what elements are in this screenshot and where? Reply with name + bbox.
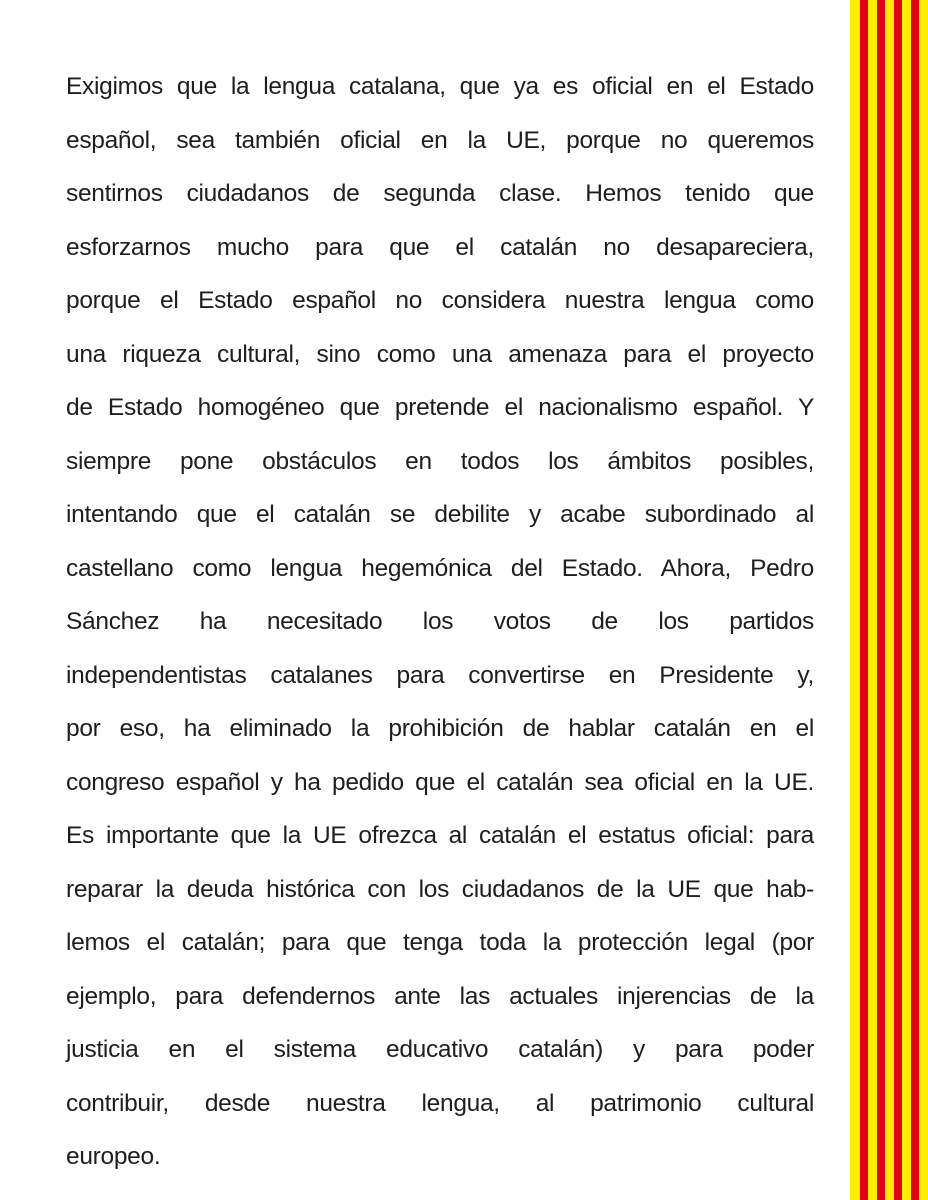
text-line: ejemplo, para defendernos ante las actuales injerencias de la bbox=[66, 982, 814, 1010]
flag-stripe-yellow bbox=[885, 0, 894, 1200]
text-line: de Estado homogéneo que pretende el nacionalismo español. Y bbox=[66, 394, 814, 421]
flag-stripe-red bbox=[894, 0, 902, 1200]
text-line: lemos el catalán; para que tenga toda la protección legal (por bbox=[66, 929, 814, 956]
text-line: Exigimos que la lengua catalana, que ya es oficial en el Estado bbox=[66, 73, 814, 100]
text-line: independentistas catalanes para convertirse en Presidente y, bbox=[66, 661, 814, 689]
catalan-flag-stripes bbox=[850, 0, 928, 1200]
flag-stripe-red bbox=[860, 0, 868, 1200]
text-line: siempre pone obstáculos en todos los ámbitos posibles, bbox=[66, 447, 814, 475]
text-line: sentirnos ciudadanos de segunda clase. Hemos tenido que bbox=[66, 180, 814, 207]
text-line: contribuir, desde nuestra lengua, al patrimonio cultural bbox=[66, 1089, 814, 1117]
text-line: justicia en el sistema educativo catalán) y para poder bbox=[66, 1036, 814, 1063]
text-line: porque el Estado español no considera nuestra lengua como bbox=[66, 287, 814, 314]
flag-stripe-yellow bbox=[902, 0, 911, 1200]
text-line: por eso, ha eliminado la prohibición de hablar catalán en el bbox=[66, 715, 814, 742]
text-line: una riqueza cultural, sino como una amenaza para el proyecto bbox=[66, 340, 814, 368]
flag-stripe-yellow bbox=[868, 0, 877, 1200]
text-line: español, sea también oficial en la UE, porque no queremos bbox=[66, 126, 814, 154]
flag-stripe-red bbox=[877, 0, 885, 1200]
text-line: esforzarnos mucho para que el catalán no desapareciera, bbox=[66, 233, 814, 261]
text-line: Es importante que la UE ofrezca al catalán el estatus oficial: para bbox=[66, 822, 814, 849]
flag-stripe-yellow bbox=[919, 0, 928, 1200]
flag-stripe-yellow bbox=[850, 0, 860, 1200]
text-line: intentando que el catalán se debilite y acabe subordinado al bbox=[66, 501, 814, 528]
flag-stripe-red bbox=[911, 0, 919, 1200]
text-line: congreso español y ha pedido que el catalán sea oficial en la UE. bbox=[66, 768, 814, 796]
text-line: castellano como lengua hegemónica del Estado. Ahora, Pedro bbox=[66, 554, 814, 582]
body-text bbox=[66, 60, 814, 1184]
text-line: reparar la deuda histórica con los ciudadanos de la UE que hab- bbox=[66, 875, 814, 903]
text-line-last: europeo. bbox=[66, 1143, 161, 1170]
text-line: Sánchez ha necesitado los votos de los partidos bbox=[66, 608, 814, 635]
